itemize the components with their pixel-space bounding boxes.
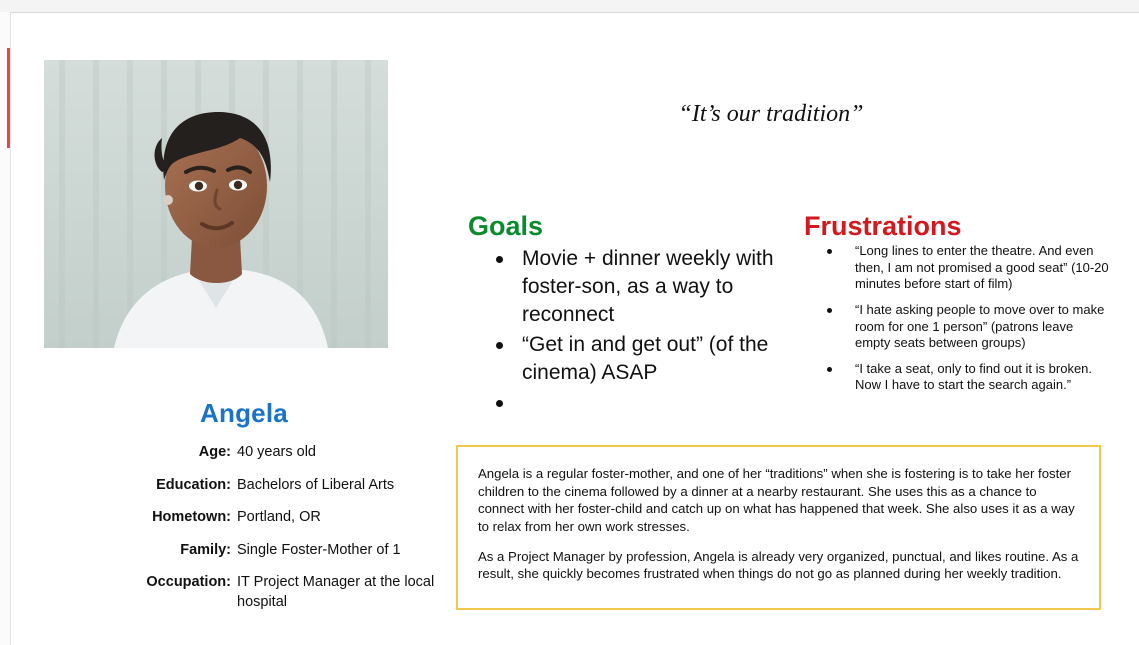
goals-list-item (492, 389, 812, 415)
frustrations-heading: Frustrations (804, 211, 962, 241)
fact-label: Age: (198, 444, 231, 460)
fact-label: Hometown: (152, 509, 231, 526)
fact-label: Family: (180, 541, 231, 558)
persona-slide (11, 13, 1139, 645)
persona-name: Angela (200, 398, 288, 428)
fact-row-education (31, 476, 451, 496)
goals-list-item: “Get in and get out” (of the cinema) ASAP (492, 331, 812, 387)
goals-list-item: Movie + dinner weekly with foster-son, as a way to reconnect (492, 245, 812, 329)
goals-heading: Goals (468, 211, 544, 241)
fact-value: Bachelors of Liberal Arts (237, 476, 395, 493)
bio-paragraph: Angela is a regular foster-mother, and one of her “traditions” when she is fostering is to take her foster children to the cinema followed by a dinner at a nearby restaurant. She uses this as a chance to connect with her foster-child and catch up on what has happened that week. She also uses it as a way to relax from her own work stresses. (478, 466, 1075, 535)
fact-value: Single Foster-Mother of 1 (237, 541, 401, 558)
fact-value: 40 years old (237, 444, 316, 460)
frustrations-list-item: “I take a seat, only to find out it is broken. Now I have to start the search again.” (811, 361, 1111, 394)
persona-facts (31, 443, 451, 625)
persona-photo (44, 60, 388, 348)
fact-row-family (31, 541, 451, 561)
bio-box (456, 445, 1101, 610)
left-rail-accent-marker (7, 48, 10, 148)
frustrations-list-item: “Long lines to enter the theatre. And even then, I am not promised a good seat” (10-20 minutes before start of film) (811, 243, 1111, 293)
left-chrome-rail (0, 12, 11, 645)
fact-value: IT Project Manager at the local hospital (237, 574, 435, 610)
goals-list (468, 245, 812, 417)
fact-row-occupation (31, 573, 451, 612)
persona-quote: “It’s our tradition” (678, 101, 864, 127)
fact-row-hometown (31, 508, 451, 528)
fact-label: Occupation: (146, 574, 231, 591)
fact-row-age (31, 443, 451, 463)
frustrations-list (811, 243, 1111, 403)
top-chrome-bar (0, 0, 1139, 13)
bio-paragraph: As a Project Manager by profession, Angela is already very organized, punctual, and likes routine. As a result, she quickly becomes frustrated when things do not go as planned during her weekly tradition. (478, 548, 1079, 582)
fact-value: Portland, OR (237, 509, 321, 526)
frustrations-list-item: “I hate asking people to move over to make room for one 1 person” (patrons leave empty seats between groups) (811, 302, 1111, 352)
fact-label: Education: (156, 476, 231, 493)
